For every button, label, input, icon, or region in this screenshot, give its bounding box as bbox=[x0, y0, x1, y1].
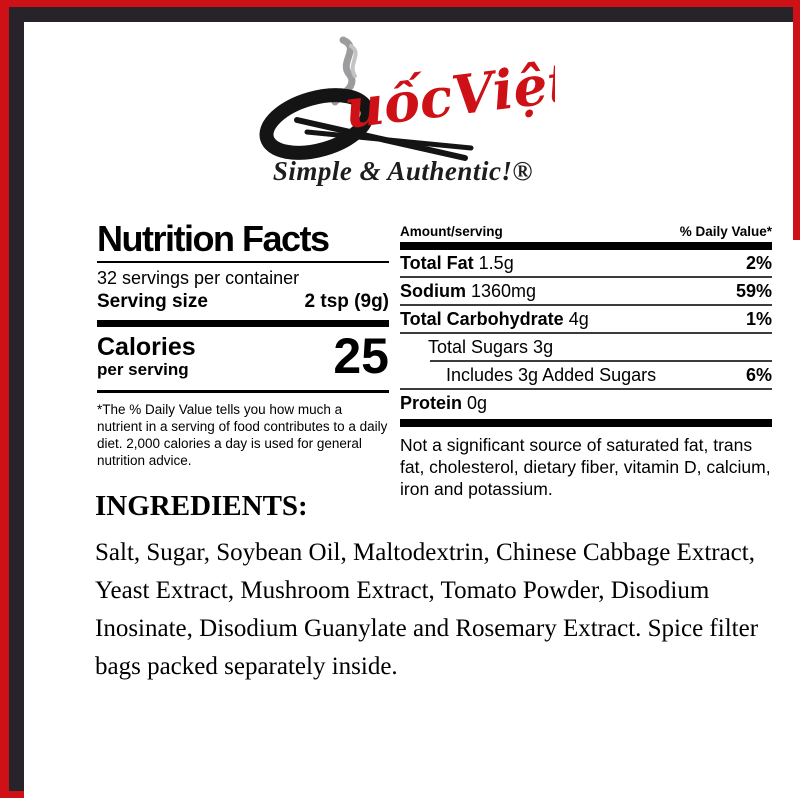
frame-red-top-edge bbox=[0, 0, 800, 7]
thick-bar bbox=[97, 320, 389, 327]
nutrient-name bbox=[446, 365, 656, 386]
frame-red-right-edge bbox=[793, 0, 800, 240]
nutrient-amount: 4g bbox=[563, 309, 589, 329]
nutrient-row-total-sugars bbox=[400, 334, 772, 360]
amount-serving-header: Amount/serving bbox=[400, 224, 503, 239]
calories-sublabel: per serving bbox=[97, 360, 189, 380]
nutrient-name-text: Includes 3g Added Sugars bbox=[446, 365, 657, 385]
serving-size-label: Serving size bbox=[97, 290, 208, 312]
nutrient-dv: 1% bbox=[745, 309, 772, 329]
frame-dark-top-band bbox=[9, 7, 793, 22]
ingredients-heading: INGREDIENTS: bbox=[95, 490, 308, 522]
calories-labels bbox=[97, 334, 196, 380]
frame-red-bottom-left bbox=[0, 791, 24, 798]
nutrient-name-bold: Total Fat bbox=[400, 253, 474, 273]
ingredients-section bbox=[95, 490, 787, 686]
nutrient-row-total-fat bbox=[400, 250, 772, 276]
nutrient-row-protein bbox=[400, 390, 772, 416]
rule-medium bbox=[97, 390, 389, 393]
nutrient-name bbox=[400, 393, 487, 414]
brand-tagline: Simple & Authentic!® bbox=[272, 156, 534, 186]
serving-size-row bbox=[97, 291, 389, 313]
nutrient-dv: 59% bbox=[735, 281, 772, 301]
nutrient-dv: 6% bbox=[745, 365, 772, 385]
calories-value: 25 bbox=[333, 327, 389, 384]
nutrient-row-sodium bbox=[400, 278, 772, 304]
nutrient-dv: 2% bbox=[745, 253, 772, 273]
nutrient-name-text: Total Sugars 3g bbox=[428, 337, 554, 357]
daily-value-header: % Daily Value* bbox=[679, 224, 772, 239]
nutrient-name bbox=[400, 281, 536, 302]
nutrient-name-bold: Sodium bbox=[400, 281, 466, 301]
servings-per-container: 32 servings per container bbox=[97, 267, 300, 288]
amount-dv-header-row bbox=[400, 224, 772, 239]
nutrient-name bbox=[400, 253, 514, 274]
nutrient-name-bold: Total Carbohydrate bbox=[400, 309, 564, 329]
nutrient-row-added-sugars bbox=[400, 362, 772, 388]
nutrient-amount: 1.5g bbox=[473, 253, 514, 273]
ingredients-text: Salt, Sugar, Soybean Oil, Maltodextrin, Chinese Cabbage Extract, Yeast Extract, Mushroom Extract, Tomato Powder, Disodium Inosinate, Disodium Guanylate and Rosemary Extract. Spice filter bags packed separately inside. bbox=[95, 539, 759, 680]
calories-label: Calories bbox=[97, 332, 196, 361]
nutrient-name-bold: Protein bbox=[400, 393, 463, 413]
not-significant-source-note: Not a significant source of saturated fat, trans fat, cholesterol, dietary fiber, vitamin D, calcium, iron and potassium. bbox=[400, 435, 771, 499]
nutrient-amount: 0g bbox=[462, 393, 488, 413]
frame-dark-left-band bbox=[9, 22, 24, 791]
nutrient-amount: 1360mg bbox=[466, 281, 537, 301]
nutrition-facts-panel-left bbox=[97, 220, 389, 469]
quoc-viet-logo-graphic bbox=[255, 36, 555, 162]
thick-bar bbox=[400, 242, 772, 250]
brand-name-script: uốcViệt bbox=[340, 49, 555, 141]
daily-value-footnote: *The % Daily Value tells you how much a nutrient in a serving of food contributes to a daily diet. 2,000 calories a day is used for general nutrition advice. bbox=[97, 402, 388, 469]
thick-bar bbox=[400, 419, 772, 427]
brand-logo bbox=[255, 36, 555, 162]
nutrient-name bbox=[400, 309, 589, 330]
nutrition-facts-title: Nutrition Facts bbox=[97, 218, 329, 259]
rule-thin bbox=[97, 261, 389, 263]
nutrient-name bbox=[428, 337, 553, 358]
serving-size-value: 2 tsp (9g) bbox=[304, 290, 389, 312]
nutrient-row-total-carbohydrate bbox=[400, 306, 772, 332]
calories-row bbox=[97, 327, 389, 384]
nutrition-facts-panel-right bbox=[400, 224, 772, 500]
frame-red-left-edge bbox=[0, 0, 9, 797]
